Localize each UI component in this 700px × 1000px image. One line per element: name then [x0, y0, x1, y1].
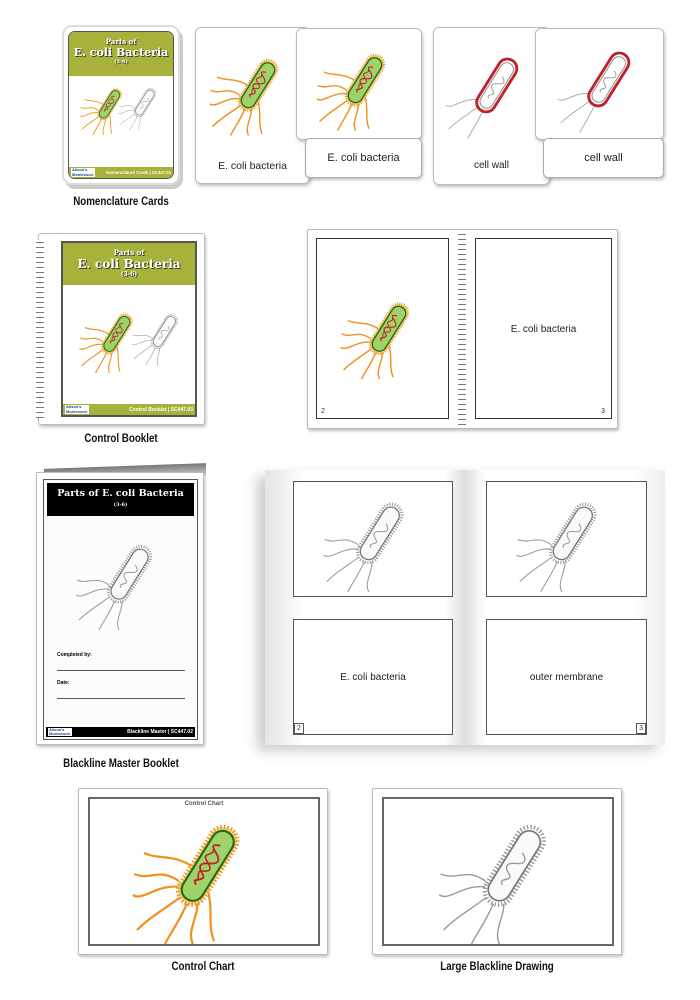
spiral-binding	[36, 240, 44, 418]
cover-age: (3-6)	[120, 271, 138, 278]
logo: Alison's Montessori	[66, 404, 88, 414]
cover-title: E. coli Bacteria	[73, 46, 169, 59]
bacterium-color-illustration	[208, 38, 298, 143]
bacterium-color-illustration	[339, 279, 429, 389]
card-label: cell wall	[473, 160, 509, 171]
logo: Alison's Montessori	[72, 167, 94, 177]
blackline-booklet-open	[265, 470, 665, 745]
bacterium-line-illustration	[117, 78, 167, 133]
cover-age: (3-6)	[113, 502, 128, 508]
page-text: outer membrane	[529, 672, 604, 683]
cover-header	[47, 483, 194, 516]
cover-header	[63, 243, 195, 285]
cover-age: (3-6)	[114, 59, 128, 65]
page-panel	[486, 619, 647, 735]
spiral-binding	[458, 232, 466, 426]
bacterium-line-illustration	[314, 487, 434, 592]
control-booklet-cover	[38, 233, 205, 425]
date-label: Date:	[57, 680, 70, 686]
booklet-right-page	[475, 238, 612, 419]
blackline-master-cover	[36, 472, 204, 745]
cover-footer	[63, 404, 195, 415]
completed-by-label: Completed by:	[57, 652, 92, 658]
completed-by-line	[57, 670, 185, 671]
bacterium-line-illustration	[434, 804, 579, 944]
caption-control-booklet: Control Booklet	[84, 433, 158, 445]
caption-large-blackline-drawing: Large Blackline Drawing	[440, 961, 554, 973]
booklet-left-page	[316, 238, 449, 419]
page-number: 3	[601, 408, 605, 415]
page-panel	[486, 481, 647, 597]
bacterium-line-illustration	[507, 487, 627, 592]
page-text: E. coli bacteria	[510, 324, 577, 335]
cover-header	[69, 32, 173, 76]
cover-footer	[46, 727, 195, 737]
caption-blackline-master-booklet: Blackline Master Booklet	[63, 758, 179, 770]
nomenclature-cards-box	[62, 25, 180, 185]
bacterium-line-illustration	[64, 530, 184, 630]
cover-title: Parts of E. coli Bacteria	[57, 488, 184, 499]
control-booklet-open	[307, 229, 618, 429]
cover-footer-text: Blackline Master | SC447.02	[127, 729, 193, 735]
page-number: 3	[636, 723, 646, 734]
control-chart	[78, 788, 328, 955]
cover-footer-text: Control Booklet | SC447.03	[129, 406, 193, 413]
cover-title-small: Parts of	[113, 248, 145, 257]
logo: Alison's Montessori	[49, 726, 71, 736]
large-blackline-drawing	[372, 788, 622, 955]
cover-title-small: Parts of	[105, 37, 137, 46]
bacterium-color-illustration	[315, 33, 405, 138]
chart-title: Control Chart	[184, 801, 224, 807]
cover-footer	[69, 167, 173, 178]
page-number: 2	[321, 408, 325, 415]
cover-title: E. coli Bacteria	[77, 257, 181, 271]
picture-card	[296, 28, 422, 140]
page-panel	[293, 481, 453, 597]
bacterium-cell-wall-illustration	[556, 31, 651, 139]
cover-footer-text: Nomenclature Cards | SC447.01	[106, 170, 171, 175]
caption-nomenclature-cards: Nomenclature Cards	[73, 196, 169, 208]
page-text: E. coli bacteria	[340, 672, 406, 683]
picture-label-card	[195, 27, 310, 184]
bacterium-labeled-illustration	[120, 804, 280, 944]
date-line	[57, 698, 185, 699]
label-card: cell wall	[543, 138, 664, 178]
page-panel	[293, 619, 453, 735]
caption-control-chart: Control Chart	[171, 961, 235, 973]
bacterium-cell-wall-illustration	[444, 36, 539, 146]
page-number: 2	[294, 723, 304, 734]
picture-card	[535, 28, 664, 140]
label-card: E. coli bacteria	[305, 138, 422, 178]
bacterium-line-illustration	[131, 301, 191, 369]
picture-label-card	[433, 27, 550, 185]
card-label: E. coli bacteria	[218, 160, 287, 172]
